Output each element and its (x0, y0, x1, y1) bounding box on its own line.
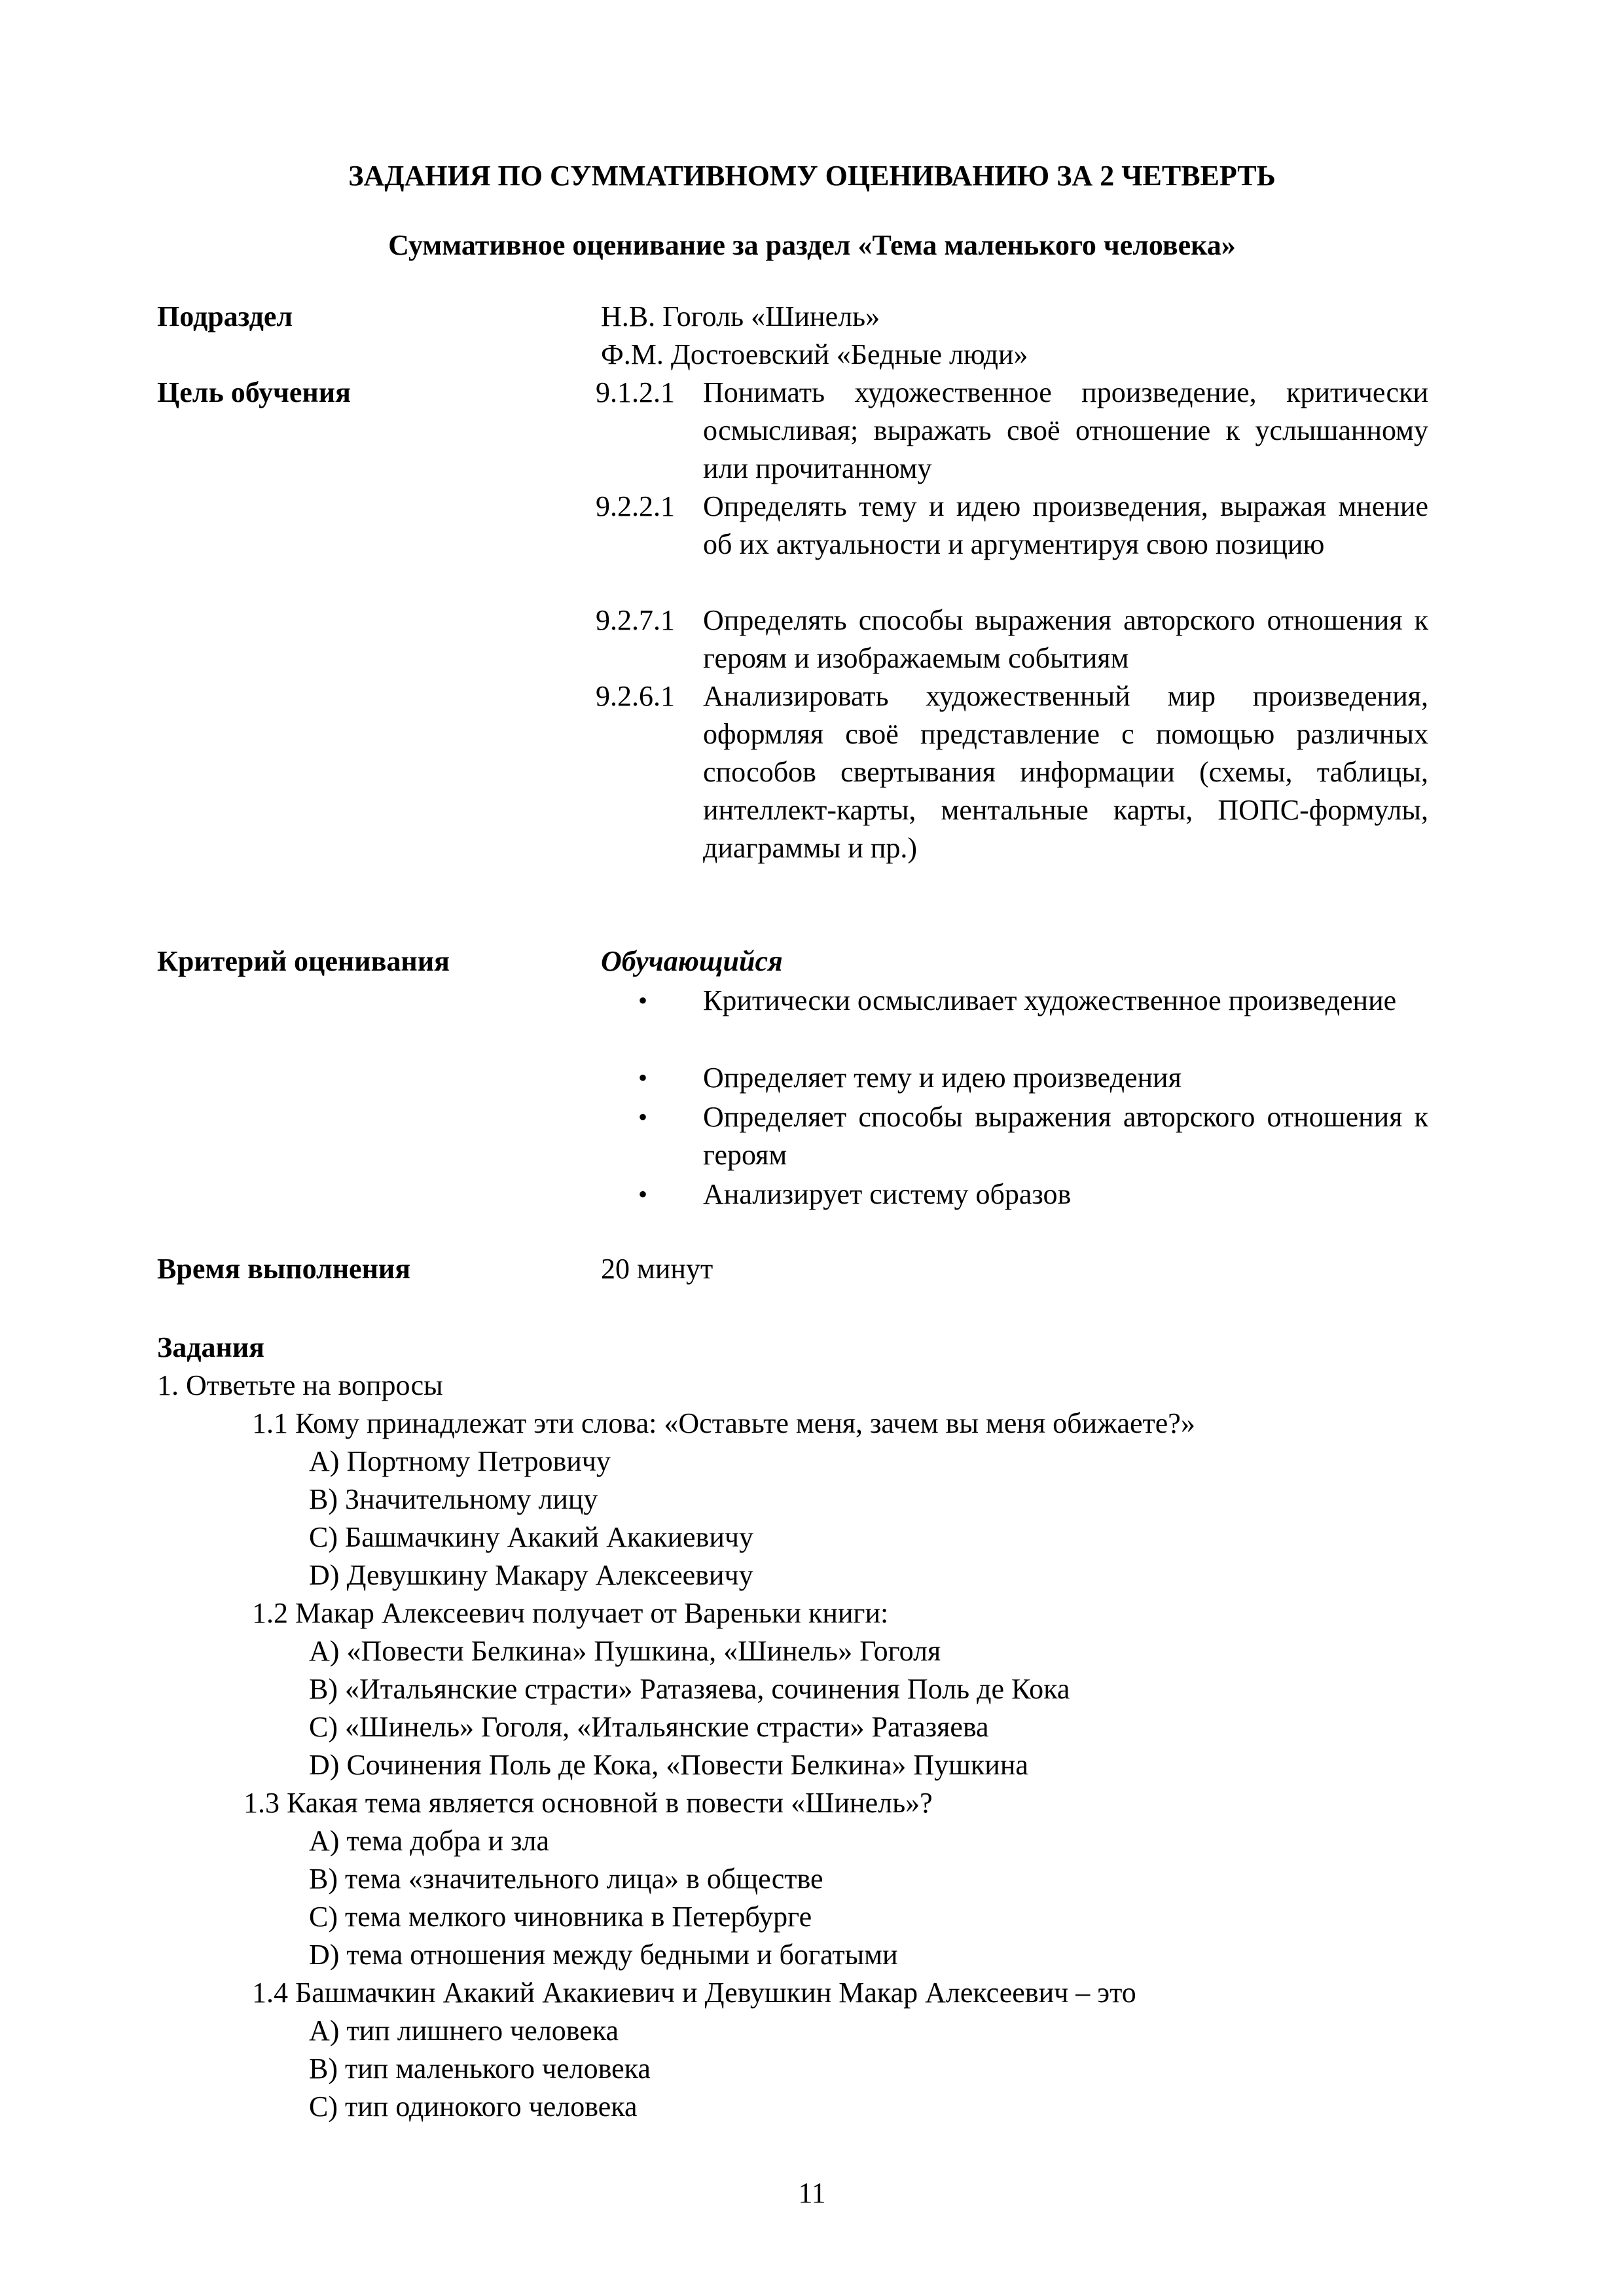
option-item (309, 1746, 1028, 1784)
subsection-value-2: Ф.М. Достоевский «Бедные люди» (601, 338, 1028, 370)
criteria-item (638, 1059, 1428, 1097)
option-text: Значительному лицу (345, 1483, 598, 1515)
option-letter: A) (309, 1635, 340, 1667)
criteria-text: Анализирует систему образов (703, 1178, 1072, 1210)
option-letter: C) (309, 2090, 338, 2123)
option-item (309, 1518, 753, 1556)
option-text: тема добра и зла (346, 1825, 549, 1857)
objectives-label: Цель обучения (157, 376, 351, 408)
option-text: тип маленького человека (345, 2053, 651, 2085)
objective-text: Анализировать художественный мир произведения, оформляя своё представление с помощью различных способов свертывания информации (схемы, таблицы, интеллект-карты, ментальные карты, ПОПС-формулы, диаграммы и пр.) (703, 680, 1428, 864)
page-title: ЗАДАНИЯ ПО СУММАТИВНОМУ ОЦЕНИВАНИЮ ЗА 2 ЧЕТВЕРТЬ (348, 160, 1276, 192)
option-letter: B) (309, 1483, 338, 1515)
option-item (309, 1670, 1070, 1708)
option-letter: C) (309, 1711, 338, 1743)
option-letter: B) (309, 1863, 338, 1895)
option-text: Башмачкину Акакий Акакиевичу (345, 1521, 753, 1553)
objective-code: 9.2.7.1 (596, 604, 675, 636)
option-text: тема мелкого чиновника в Петербурге (345, 1901, 812, 1933)
option-text: тип лишнего человека (346, 2015, 619, 2047)
question-1-4: 1.4 Башмачкин Акакий Акакиевич и Девушкин Макар Алексеевич – это (252, 1977, 1136, 2009)
option-item (309, 1860, 823, 1898)
option-item (309, 1936, 898, 1974)
option-item (309, 1632, 941, 1670)
time-value: 20 минут (601, 1253, 713, 1285)
option-text: тема «значительного лица» в обществе (345, 1863, 823, 1895)
tasks-heading: Задания (157, 1331, 264, 1363)
bullet-icon: • (638, 1179, 648, 1209)
criteria-text: Определяет тему и идею произведения (703, 1062, 1182, 1094)
objective-item (596, 374, 1428, 488)
option-item (309, 1898, 812, 1936)
objective-item (596, 601, 1428, 677)
option-item (309, 2050, 651, 2088)
objective-code: 9.2.2.1 (596, 490, 675, 522)
option-text: Девушкину Макару Алексеевичу (346, 1559, 753, 1591)
time-label: Время выполнения (157, 1253, 411, 1285)
option-item (309, 1480, 598, 1518)
subsection-value-1: Н.В. Гоголь «Шинель» (601, 300, 880, 332)
criteria-item (638, 1098, 1428, 1174)
bullet-icon: • (638, 986, 648, 1015)
option-letter: C) (309, 1521, 338, 1553)
bullet-icon: • (638, 1102, 648, 1132)
criteria-text: Определяет способы выражения авторского отношения к героям (703, 1101, 1428, 1171)
option-item (309, 2012, 619, 2050)
option-letter: D) (309, 1749, 340, 1781)
objective-item (596, 677, 1428, 867)
option-item (309, 1822, 549, 1860)
option-letter: A) (309, 1445, 340, 1477)
question-1-3: 1.3 Какая тема является основной в повести «Шинель»? (244, 1787, 933, 1819)
option-letter: D) (309, 1939, 340, 1971)
criteria-intro: Обучающийся (601, 945, 783, 977)
objective-item (596, 488, 1428, 564)
option-letter: C) (309, 1901, 338, 1933)
objective-code: 9.1.2.1 (596, 376, 675, 408)
criteria-item (638, 982, 1428, 1020)
option-text: «Итальянские страсти» Ратазяева, сочинения Поль де Кока (345, 1673, 1070, 1705)
option-text: Сочинения Поль де Кока, «Повести Белкина» Пушкина (346, 1749, 1028, 1781)
option-item (309, 1556, 753, 1594)
task-1-title: 1. Ответьте на вопросы (157, 1369, 443, 1401)
option-item (309, 1443, 611, 1480)
criteria-label: Критерий оценивания (157, 945, 450, 977)
objective-text: Определять способы выражения авторского отношения к героям и изображаемым событиям (703, 604, 1428, 674)
option-text: тема отношения между бедными и богатыми (346, 1939, 898, 1971)
option-letter: A) (309, 2015, 340, 2047)
objective-text: Понимать художественное произведение, критически осмысливая; выражать своё отношение к услышанному или прочитанному (703, 376, 1428, 484)
option-text: тип одинокого человека (345, 2090, 638, 2123)
bullet-icon: • (638, 1063, 648, 1092)
page-number: 11 (798, 2177, 826, 2209)
objective-code: 9.2.6.1 (596, 680, 675, 712)
question-1-1: 1.1 Кому принадлежат эти слова: «Оставьте меня, зачем вы меня обижаете?» (252, 1407, 1195, 1439)
objective-text: Определять тему и идею произведения, выражая мнение об их актуальности и аргументируя свою позицию (703, 490, 1428, 560)
question-1-2: 1.2 Макар Алексеевич получает от Вареньки книги: (252, 1597, 889, 1629)
option-text: «Шинель» Гоголя, «Итальянские страсти» Ратазяева (345, 1711, 989, 1743)
option-text: Портному Петровичу (346, 1445, 611, 1477)
option-item (309, 2088, 638, 2126)
criteria-item (638, 1175, 1428, 1213)
option-letter: B) (309, 2053, 338, 2085)
subsection-label: Подраздел (157, 300, 293, 332)
option-text: «Повести Белкина» Пушкина, «Шинель» Гоголя (346, 1635, 941, 1667)
option-letter: A) (309, 1825, 340, 1857)
option-letter: B) (309, 1673, 338, 1705)
page-subtitle: Суммативное оценивание за раздел «Тема маленького человека» (388, 229, 1236, 261)
criteria-text: Критически осмысливает художественное произведение (703, 984, 1397, 1016)
option-item (309, 1708, 989, 1746)
option-letter: D) (309, 1559, 340, 1591)
